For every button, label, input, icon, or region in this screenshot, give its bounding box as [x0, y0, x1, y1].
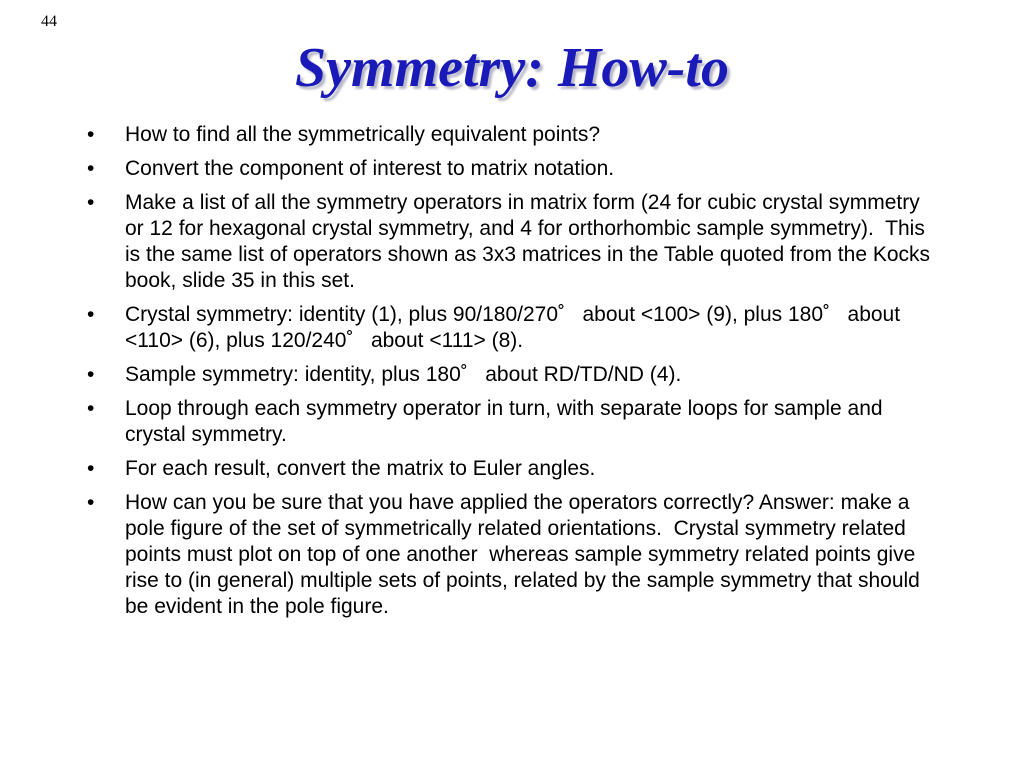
bullet-item — [0, 122, 1024, 148]
bullet-text: Convert the component of interest to matrix notation. — [125, 157, 615, 180]
bullet-marker: • — [87, 491, 95, 514]
bullet-item — [0, 362, 1024, 388]
bullet-text: Make a list of all the symmetry operators in matrix form (24 for cubic crystal symmetry or 12 for hexagonal crystal symmetry, and 4 for orthorhombic sample symmetry). This is the same list of operators shown as 3x3 matrices in the Table quoted from the Kocks book, slide 35 in this set. — [125, 191, 936, 292]
bullet-marker: • — [87, 191, 95, 214]
bullet-text: For each result, convert the matrix to Euler angles. — [125, 457, 596, 480]
bullet-item — [0, 302, 1024, 354]
bullet-marker: • — [87, 397, 95, 420]
bullet-item — [0, 156, 1024, 182]
bullet-item — [0, 456, 1024, 482]
bullet-text: Sample symmetry: identity, plus 180˚ about RD/TD/ND (4). — [125, 363, 682, 386]
bullet-marker: • — [87, 303, 95, 326]
bullet-marker: • — [87, 363, 95, 386]
bullet-list — [0, 122, 1024, 628]
bullet-item — [0, 190, 1024, 294]
bullet-marker: • — [87, 123, 95, 146]
bullet-marker: • — [87, 157, 95, 180]
bullet-text: How to find all the symmetrically equivalent points? — [125, 123, 601, 146]
bullet-item — [0, 396, 1024, 448]
bullet-text: Loop through each symmetry operator in turn, with separate loops for sample and crystal symmetry. — [125, 397, 889, 446]
bullet-marker: • — [87, 457, 95, 480]
bullet-item — [0, 490, 1024, 620]
bullet-text: How can you be sure that you have applied the operators correctly? Answer: make a pole figure of the set of symmetrically related orientations. Crystal symmetry related points must plot on top of one another whereas sample symmetry related points give rise to (in general) multiple sets of points, related by the sample symmetry that should be evident in the pole figure. — [125, 491, 926, 618]
bullet-text: Crystal symmetry: identity (1), plus 90/180/270˚ about <100> (9), plus 180˚ about <110> (6), plus 120/240˚ about <111> (8). — [125, 303, 906, 352]
slide-title: Symmetry: How-to — [295, 37, 729, 99]
slide-number: 44 — [41, 13, 57, 30]
